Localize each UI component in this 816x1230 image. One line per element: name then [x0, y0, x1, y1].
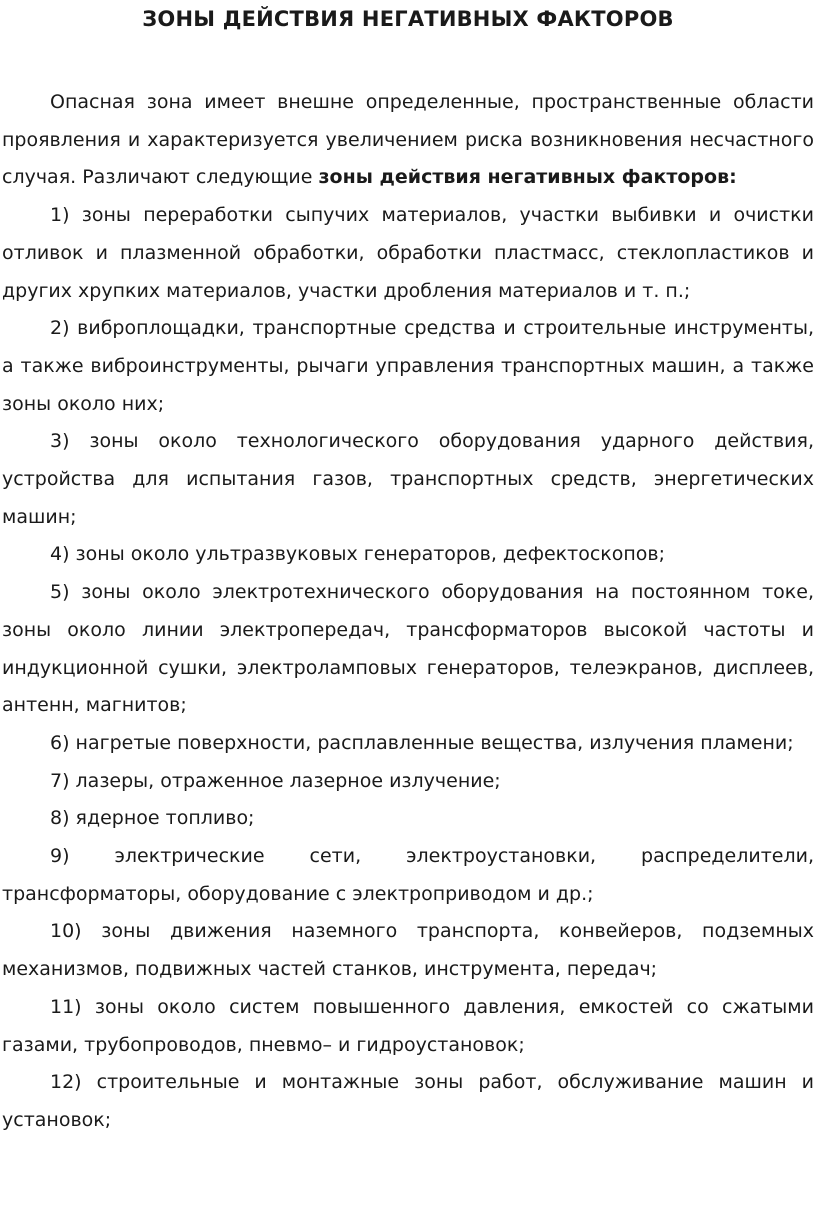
intro-bold-text: зоны действия негативных факторов:	[318, 166, 737, 189]
list-item-5: 5) зоны около электротехнического оборудования на постоянном токе, зоны около линии электропередач, трансформаторов высокой частоты и индукционной сушки, электроламповых генераторов, телеэкранов, дисплеев, антенн, магнитов;	[2, 581, 814, 717]
intro-text: Опасная зона имеет внешне определенные, пространственные области проявления и характеризуется увеличением риска возникновения несчастного случая. Различают следующие	[2, 91, 814, 189]
list-item-10: 10) зоны движения наземного транспорта, конвейеров, подземных механизмов, подвижных частей станков, инструмента, передач;	[2, 920, 814, 981]
document-body	[2, 84, 814, 1140]
list-item-6: 6) нагретые поверхности, расплавленные вещества, излучения пламени;	[50, 731, 794, 754]
list-item-8: 8) ядерное топливо;	[50, 807, 255, 830]
list-item-11: 11) зоны около систем повышенного давления, емкостей со сжатыми газами, трубопроводов, пневмо– и гидроустановок;	[2, 995, 814, 1056]
list-item-4: 4) зоны около ультразвуковых генераторов, дефектоскопов;	[50, 543, 666, 566]
list-item-2: 2) виброплощадки, транспортные средства и строительные инструменты, а также виброинструменты, рычаги управления транспортных машин, а также зоны около них;	[2, 317, 814, 415]
list-item-12: 12) строительные и монтажные зоны работ, обслуживание машин и установок;	[2, 1071, 814, 1131]
list-item-7: 7) лазеры, отраженное лазерное излучение;	[50, 769, 501, 792]
list-item-9: 9) электрические сети, электроустановки, распределители, трансформаторы, оборудование с электроприводом и др.;	[2, 845, 814, 905]
list-item-1: 1) зоны переработки сыпучих материалов, участки выбивки и очистки отливок и плазменной обработки, обработки пластмасс, стеклопластиков и других хрупких материалов, участки дробления материалов и т. п.;	[2, 204, 814, 302]
page-title: ЗОНЫ ДЕЙСТВИЯ НЕГАТИВНЫХ ФАКТОРОВ	[142, 7, 674, 31]
intro-paragraph	[2, 84, 814, 197]
list-item-3: 3) зоны около технологического оборудования ударного действия, устройства для испытания газов, транспортных средств, энергетических машин;	[2, 430, 814, 528]
